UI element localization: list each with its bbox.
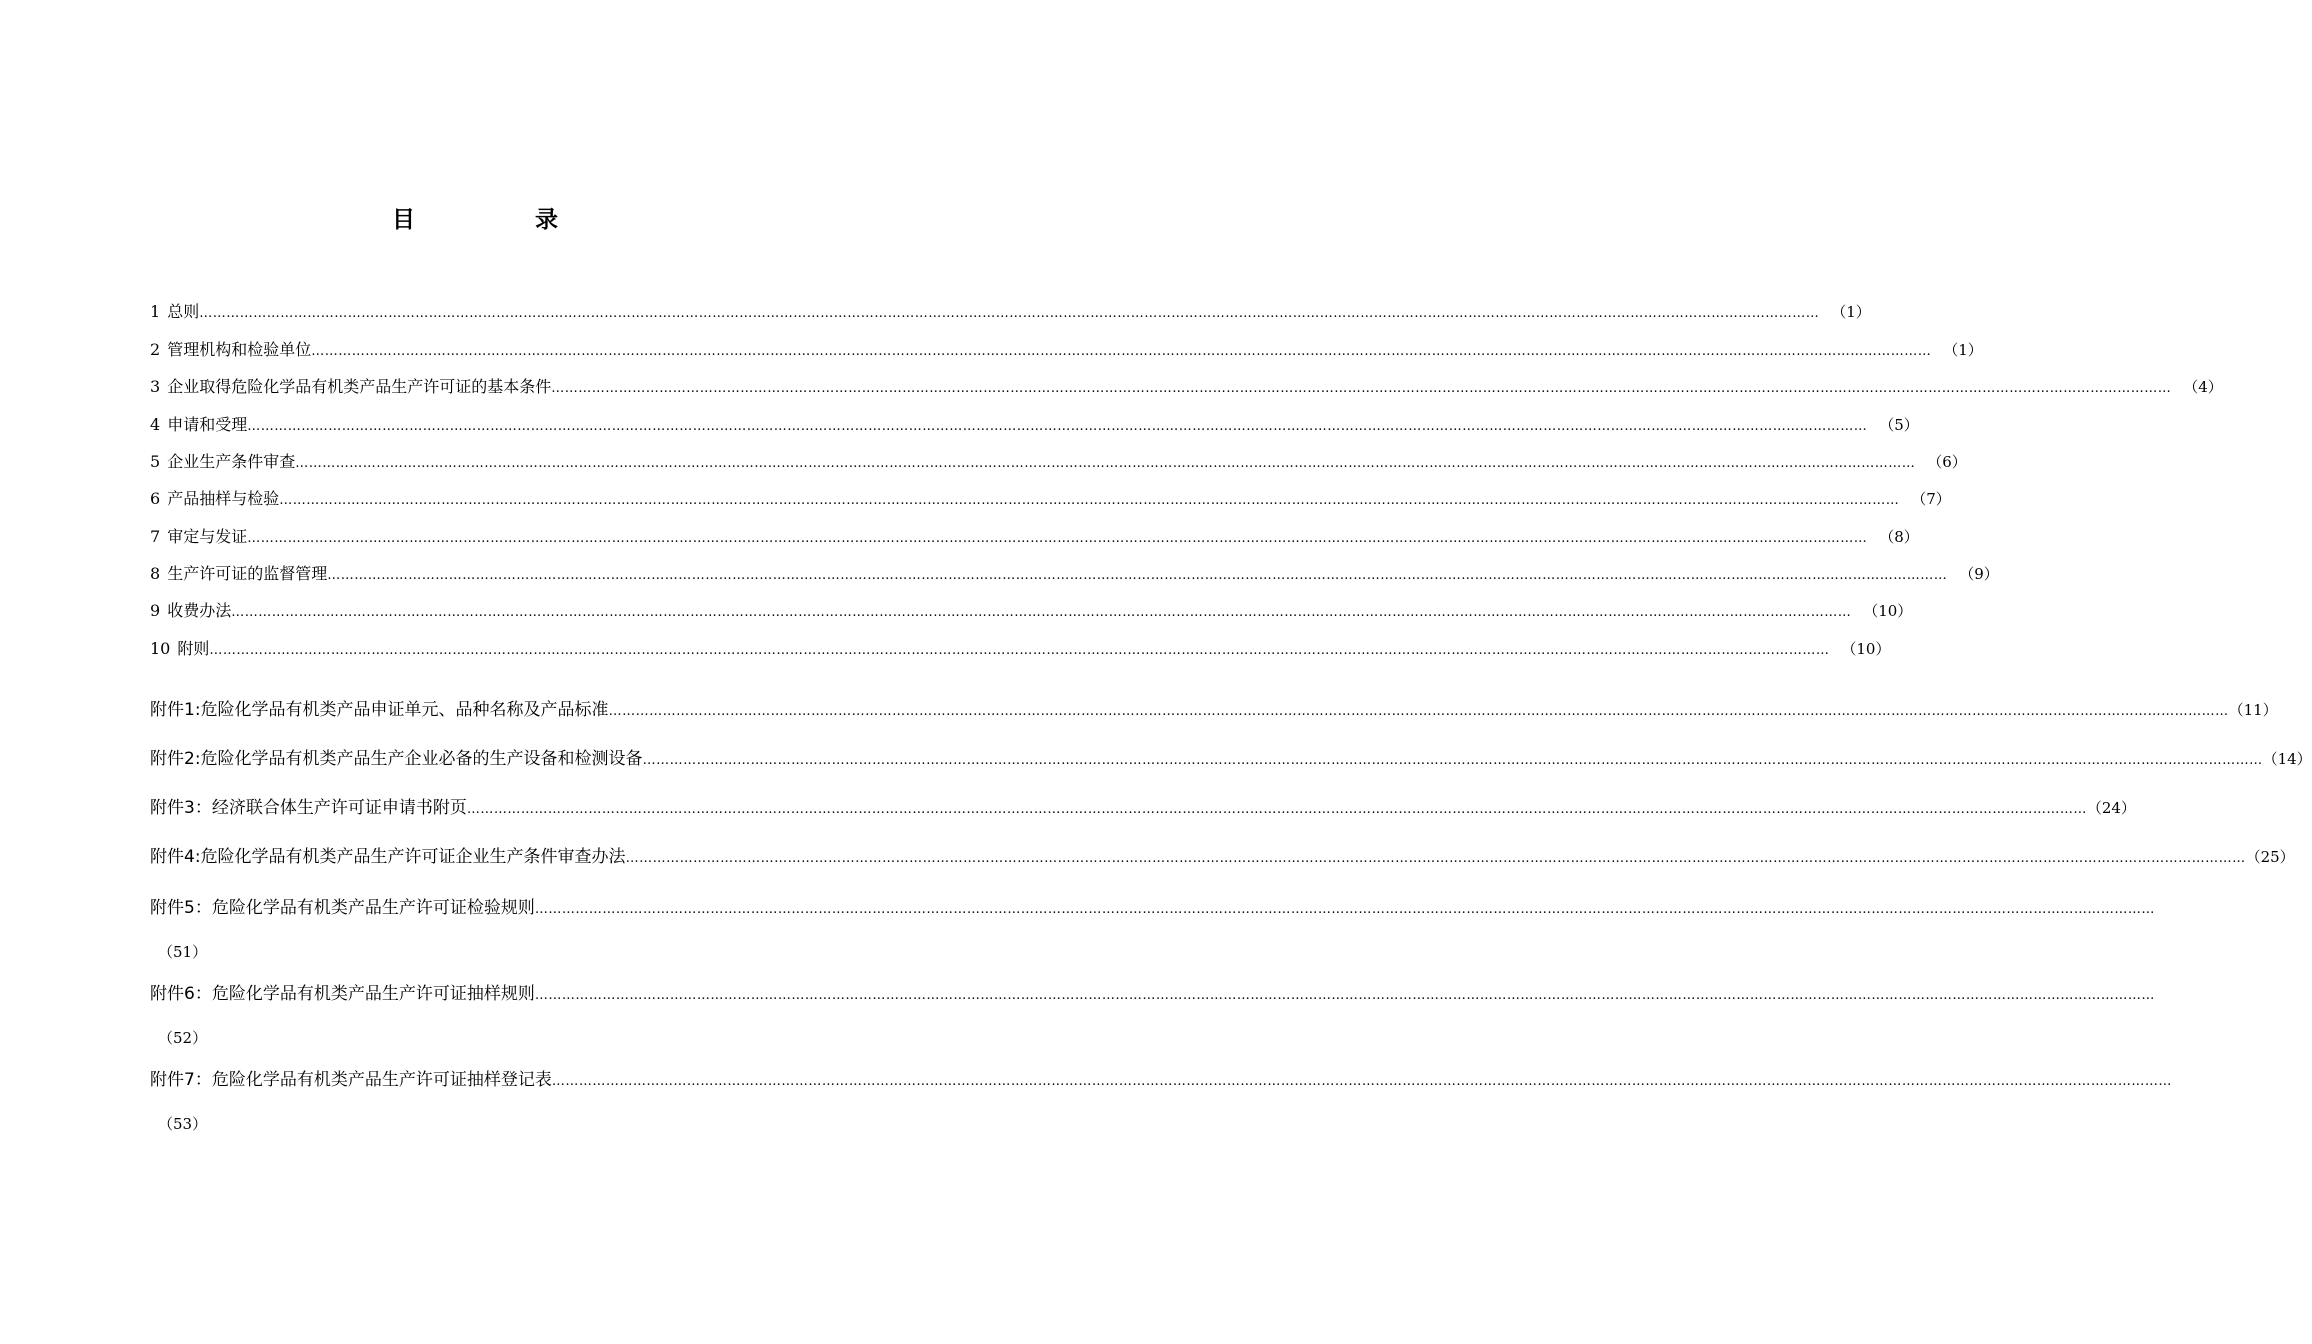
attachment-title: 危险化学品有机类产品生产许可证企业生产条件审查办法 xyxy=(200,847,626,867)
toc-entry-page: （8） xyxy=(1879,528,1919,546)
attachment-separator: ： xyxy=(194,984,212,1004)
attachment-title: 危险化学品有机类产品生产许可证抽样登记表 xyxy=(211,1070,552,1090)
toc-entry-number: 1 xyxy=(150,302,161,321)
attachment-separator: ： xyxy=(194,1070,212,1090)
toc-entry[interactable] xyxy=(150,487,1951,511)
attachment-entry[interactable] xyxy=(150,894,2155,922)
toc-entry-page: （7） xyxy=(1911,490,1951,508)
attachment-separator: : xyxy=(194,847,201,867)
attachment-entry[interactable] xyxy=(150,745,2312,773)
dot-leader: ……………………………………………………………………………………………………………………………………………………………………………………………………………………………………………………………………………………………………………………………… xyxy=(327,568,1948,583)
attachment-separator: : xyxy=(194,749,201,769)
toc-entry-number: 4 xyxy=(150,415,161,434)
attachment-page: （52） xyxy=(158,1029,208,1047)
dot-leader: ……………………………………………………………………………………………………………………………………………………………………………………………………………………………………………………………………………………………………………………………… xyxy=(199,306,1820,321)
attachment-page: （25） xyxy=(2245,848,2295,866)
attachment-label: 附件7 xyxy=(150,1070,195,1090)
toc-entry-page: （10） xyxy=(1863,602,1913,620)
dot-leader: ……………………………………………………………………………………………………………………………………………………………………………………………………………………………………………………………………………………………………………………………… xyxy=(247,419,1868,434)
toc-entry-number: 8 xyxy=(150,564,161,583)
attachment-page: （11） xyxy=(2228,701,2278,719)
toc-entry-title: 企业生产条件审查 xyxy=(167,452,296,471)
toc-entry-title: 申请和受理 xyxy=(167,415,248,434)
dot-leader: ……………………………………………………………………………………………………………………………………………………………………………………………………………………………………………………………………………………………………………………………… xyxy=(209,643,1830,658)
title-char-1: 目 xyxy=(392,207,415,233)
attachment-page: （51） xyxy=(158,943,208,961)
toc-entry-page: （5） xyxy=(1879,416,1919,434)
attachment-page: （53） xyxy=(158,1115,208,1133)
attachment-entry[interactable] xyxy=(150,794,2136,822)
attachment-title: 危险化学品有机类产品生产企业必备的生产设备和检测设备 xyxy=(200,749,643,769)
attachment-separator: ： xyxy=(194,798,212,818)
toc-entry-title: 产品抽样与检验 xyxy=(167,489,280,508)
toc-entry-number: 5 xyxy=(150,452,161,471)
attachment-title: 危险化学品有机类产品生产许可证检验规则 xyxy=(211,898,535,918)
toc-entry-page: （6） xyxy=(1927,453,1967,471)
dot-leader: ……………………………………………………………………………………………………………………………………………………………………………………………………………………………………………………………………………………………………………………………… xyxy=(311,344,1932,359)
toc-entry[interactable] xyxy=(150,525,1919,549)
dot-leader: ……………………………………………………………………………………………………………………………………………………………………………………………………………………………………………………………………………………………………………………………… xyxy=(551,1074,2172,1089)
dot-leader: ……………………………………………………………………………………………………………………………………………………………………………………………………………………………………………………………………………………………………………………………… xyxy=(534,988,2155,1003)
toc-entry-number: 3 xyxy=(150,377,161,396)
attachment-title: 危险化学品有机类产品生产许可证抽样规则 xyxy=(211,984,535,1004)
toc-entry-title: 生产许可证的监督管理 xyxy=(167,564,328,583)
attachment-entry[interactable] xyxy=(150,696,2278,724)
toc-entry-page: （1） xyxy=(1943,341,1983,359)
attachment-label: 附件4 xyxy=(150,847,195,867)
dot-leader: ……………………………………………………………………………………………………………………………………………………………………………………………………………………………………………………………………………………………………………………………… xyxy=(466,802,2087,817)
toc-entry-title: 收费办法 xyxy=(167,601,232,620)
toc-entry[interactable] xyxy=(150,375,2223,399)
toc-entry-title: 企业取得危险化学品有机类产品生产许可证的基本条件 xyxy=(167,377,552,396)
dot-leader: ……………………………………………………………………………………………………………………………………………………………………………………………………………………………………………………………………………………………………………………………… xyxy=(295,456,1916,471)
toc-entry[interactable] xyxy=(150,413,1919,437)
toc-entry-title: 管理机构和检验单位 xyxy=(167,340,312,359)
dot-leader: ……………………………………………………………………………………………………………………………………………………………………………………………………………………………………………………………………………………………………………………………… xyxy=(247,531,1868,546)
attachment-label: 附件3 xyxy=(150,798,195,818)
toc-entry[interactable] xyxy=(150,338,1983,362)
attachment-label: 附件5 xyxy=(150,898,195,918)
toc-entry[interactable] xyxy=(150,450,1967,474)
dot-leader: ……………………………………………………………………………………………………………………………………………………………………………………………………………………………………………………………………………………………………………………………… xyxy=(551,381,2172,396)
attachment-title: 危险化学品有机类产品申证单元、品种名称及产品标准 xyxy=(200,700,609,720)
attachment-entry[interactable] xyxy=(150,843,2295,871)
toc-entry[interactable] xyxy=(150,637,1891,661)
attachment-page: （24） xyxy=(2086,799,2136,817)
attachment-label: 附件1 xyxy=(150,700,195,720)
attachment-separator: ： xyxy=(194,898,212,918)
dot-leader: ……………………………………………………………………………………………………………………………………………………………………………………………………………………………………………………………………………………………………………………………… xyxy=(534,902,2155,917)
attachment-title: 经济联合体生产许可证申请书附页 xyxy=(211,798,467,818)
page-title xyxy=(0,200,950,240)
toc-entry-number: 9 xyxy=(150,601,161,620)
attachment-label: 附件6 xyxy=(150,984,195,1004)
attachment-entry[interactable] xyxy=(150,1066,2172,1094)
toc-entry-number: 6 xyxy=(150,489,161,508)
attachment-separator: : xyxy=(194,700,201,720)
toc-entry-page: （1） xyxy=(1831,303,1871,321)
toc-entry[interactable] xyxy=(150,599,1913,623)
toc-entry-number: 7 xyxy=(150,527,161,546)
dot-leader: ……………………………………………………………………………………………………………………………………………………………………………………………………………………………………………………………………………………………………………………………… xyxy=(642,753,2263,768)
toc-entry-number: 2 xyxy=(150,340,161,359)
title-char-2: 录 xyxy=(535,207,558,233)
toc-entry-page: （9） xyxy=(1959,565,1999,583)
toc-entry-title: 附则 xyxy=(177,639,210,658)
toc-entry-title: 总则 xyxy=(167,302,200,321)
toc-entry[interactable] xyxy=(150,562,1999,586)
attachment-entry[interactable] xyxy=(150,980,2155,1008)
dot-leader: ……………………………………………………………………………………………………………………………………………………………………………………………………………………………………………………………………………………………………………………………… xyxy=(625,851,2246,866)
dot-leader: ……………………………………………………………………………………………………………………………………………………………………………………………………………………………………………………………………………………………………………………………… xyxy=(279,493,1900,508)
toc-entry-page: （4） xyxy=(2183,378,2223,396)
attachment-page: （14） xyxy=(2262,750,2312,768)
dot-leader: ……………………………………………………………………………………………………………………………………………………………………………………………………………………………………………………………………………………………………………………………… xyxy=(608,704,2229,719)
attachment-label: 附件2 xyxy=(150,749,195,769)
toc-entry-page: （10） xyxy=(1841,640,1891,658)
toc-entry-number: 10 xyxy=(150,639,171,658)
toc-entry[interactable] xyxy=(150,300,1871,324)
dot-leader: ……………………………………………………………………………………………………………………………………………………………………………………………………………………………………………………………………………………………………………………………… xyxy=(231,605,1852,620)
toc-entry-title: 审定与发证 xyxy=(167,527,248,546)
